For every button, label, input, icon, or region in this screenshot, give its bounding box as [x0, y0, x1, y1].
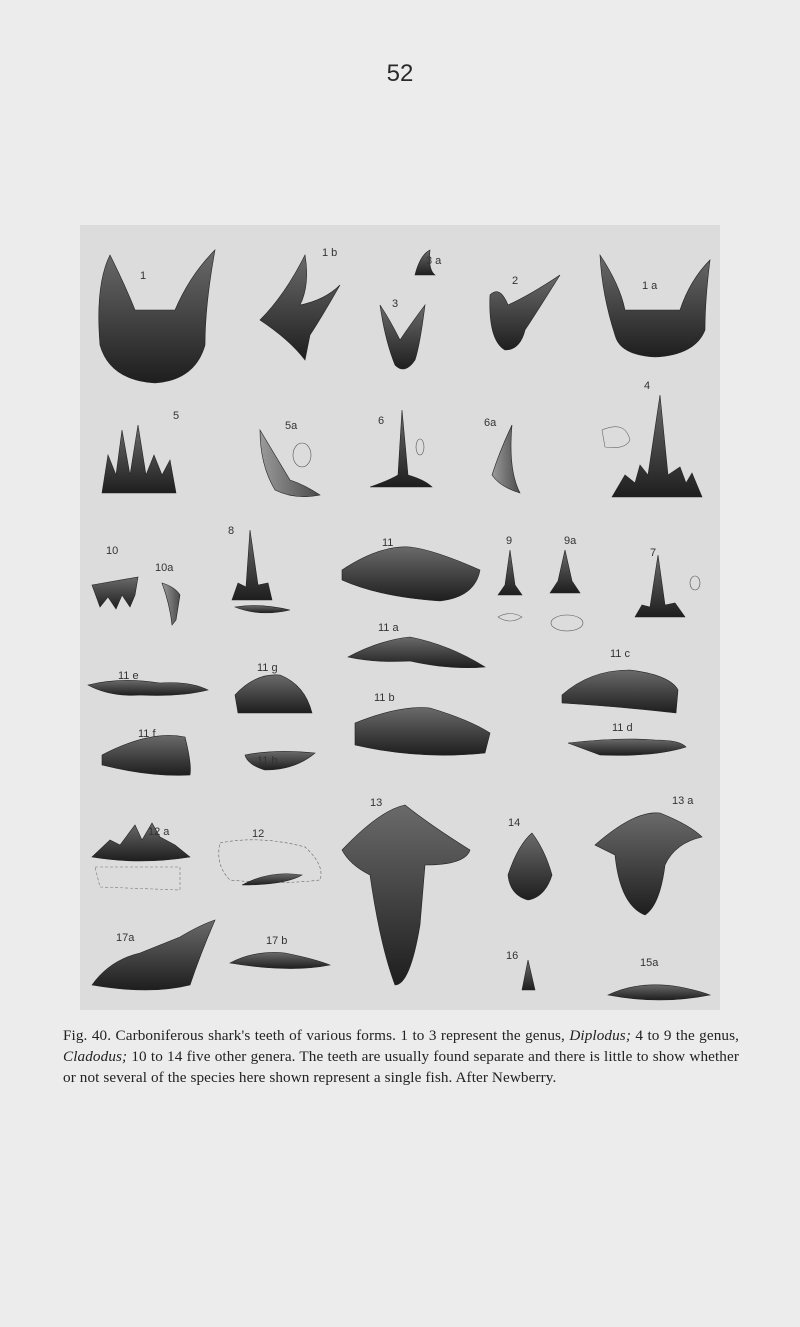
tooth-11e	[88, 680, 208, 695]
label-8: 8	[228, 525, 235, 537]
tooth-3	[380, 305, 425, 369]
label-11e: 11 e	[118, 670, 139, 682]
page-number: 52	[386, 60, 414, 87]
tooth-13	[342, 805, 470, 985]
label-12: 12	[252, 828, 265, 840]
tooth-11f	[102, 735, 190, 775]
caption-middle: 4 to 9 the genus,	[630, 1027, 739, 1045]
label-11: 11	[382, 537, 394, 549]
figure-caption	[63, 1025, 739, 1088]
tooth-11b	[355, 708, 490, 756]
label-5: 5	[173, 410, 180, 422]
label-1b: 1 b	[322, 247, 338, 259]
tooth-11h	[245, 751, 315, 770]
tooth-17b	[230, 952, 330, 968]
tooth-12a	[92, 823, 190, 890]
tooth-9a	[550, 550, 583, 631]
label-13a: 13 a	[672, 795, 694, 807]
label-1: 1	[140, 270, 147, 282]
tooth-14	[508, 833, 552, 900]
label-11b: 11 b	[374, 692, 395, 704]
teeth-illustration	[80, 225, 720, 1010]
tooth-10	[92, 577, 138, 609]
label-17b: 17 b	[266, 935, 288, 947]
tooth-8	[232, 530, 290, 613]
caption-genus-cladodus: Cladodus;	[63, 1048, 128, 1066]
tooth-11g	[235, 675, 312, 713]
label-5a: 5a	[285, 420, 298, 432]
label-1a: 1 a	[642, 280, 658, 292]
tooth-13a	[595, 813, 702, 915]
caption-genus-diplodus: Diplodus;	[569, 1027, 631, 1045]
tooth-1	[99, 250, 215, 383]
caption-prefix: Fig. 40. Carboniferous shark's teeth of various forms. 1 to 3 represent the genus,	[63, 1027, 570, 1045]
label-3: 3	[392, 298, 399, 310]
tooth-1b	[260, 255, 340, 360]
tooth-4	[602, 395, 702, 497]
label-12a: 12 a	[148, 826, 170, 838]
label-10a: 10a	[155, 562, 174, 574]
label-13: 13	[370, 797, 383, 809]
tooth-10a	[162, 583, 180, 625]
tooth-17a	[92, 920, 215, 990]
label-11g: 11 g	[257, 662, 278, 674]
tooth-11	[342, 547, 480, 601]
tooth-5a	[260, 430, 320, 497]
caption-suffix: 10 to 14 five other genera. The teeth are usually found separate and there is little to show whether or not several of the species here shown represent a single fish. After Newberry.	[63, 1048, 739, 1087]
tooth-6a	[492, 425, 520, 493]
tooth-2	[490, 275, 560, 350]
label-14: 14	[508, 817, 521, 829]
label-11c: 11 c	[610, 648, 630, 660]
figure-plate	[80, 225, 720, 1010]
label-9a: 9a	[564, 535, 577, 547]
label-16: 16	[506, 950, 519, 962]
label-11a: 11 a	[378, 622, 399, 634]
tooth-16	[522, 960, 535, 990]
tooth-11a	[348, 637, 485, 668]
label-17a: 17a	[116, 932, 135, 944]
label-11d: 11 d	[612, 722, 633, 734]
label-2: 2	[512, 275, 519, 287]
tooth-11d	[568, 739, 686, 755]
tooth-11c	[562, 670, 678, 713]
tooth-12	[219, 840, 321, 885]
tooth-9	[498, 550, 522, 621]
label-11f: 11 f	[138, 728, 156, 740]
label-6a: 6a	[484, 417, 497, 429]
label-9: 9	[506, 535, 513, 547]
tooth-7	[635, 555, 700, 617]
label-10: 10	[106, 545, 119, 557]
label-15a: 15a	[640, 957, 659, 969]
tooth-15a	[608, 985, 710, 1000]
label-6: 6	[378, 415, 385, 427]
label-3a: 3 a	[426, 255, 442, 267]
label-11h: 11 h	[257, 755, 278, 767]
tooth-5	[102, 425, 176, 493]
label-7: 7	[650, 547, 657, 559]
tooth-1a	[600, 255, 710, 357]
label-4: 4	[644, 380, 651, 392]
